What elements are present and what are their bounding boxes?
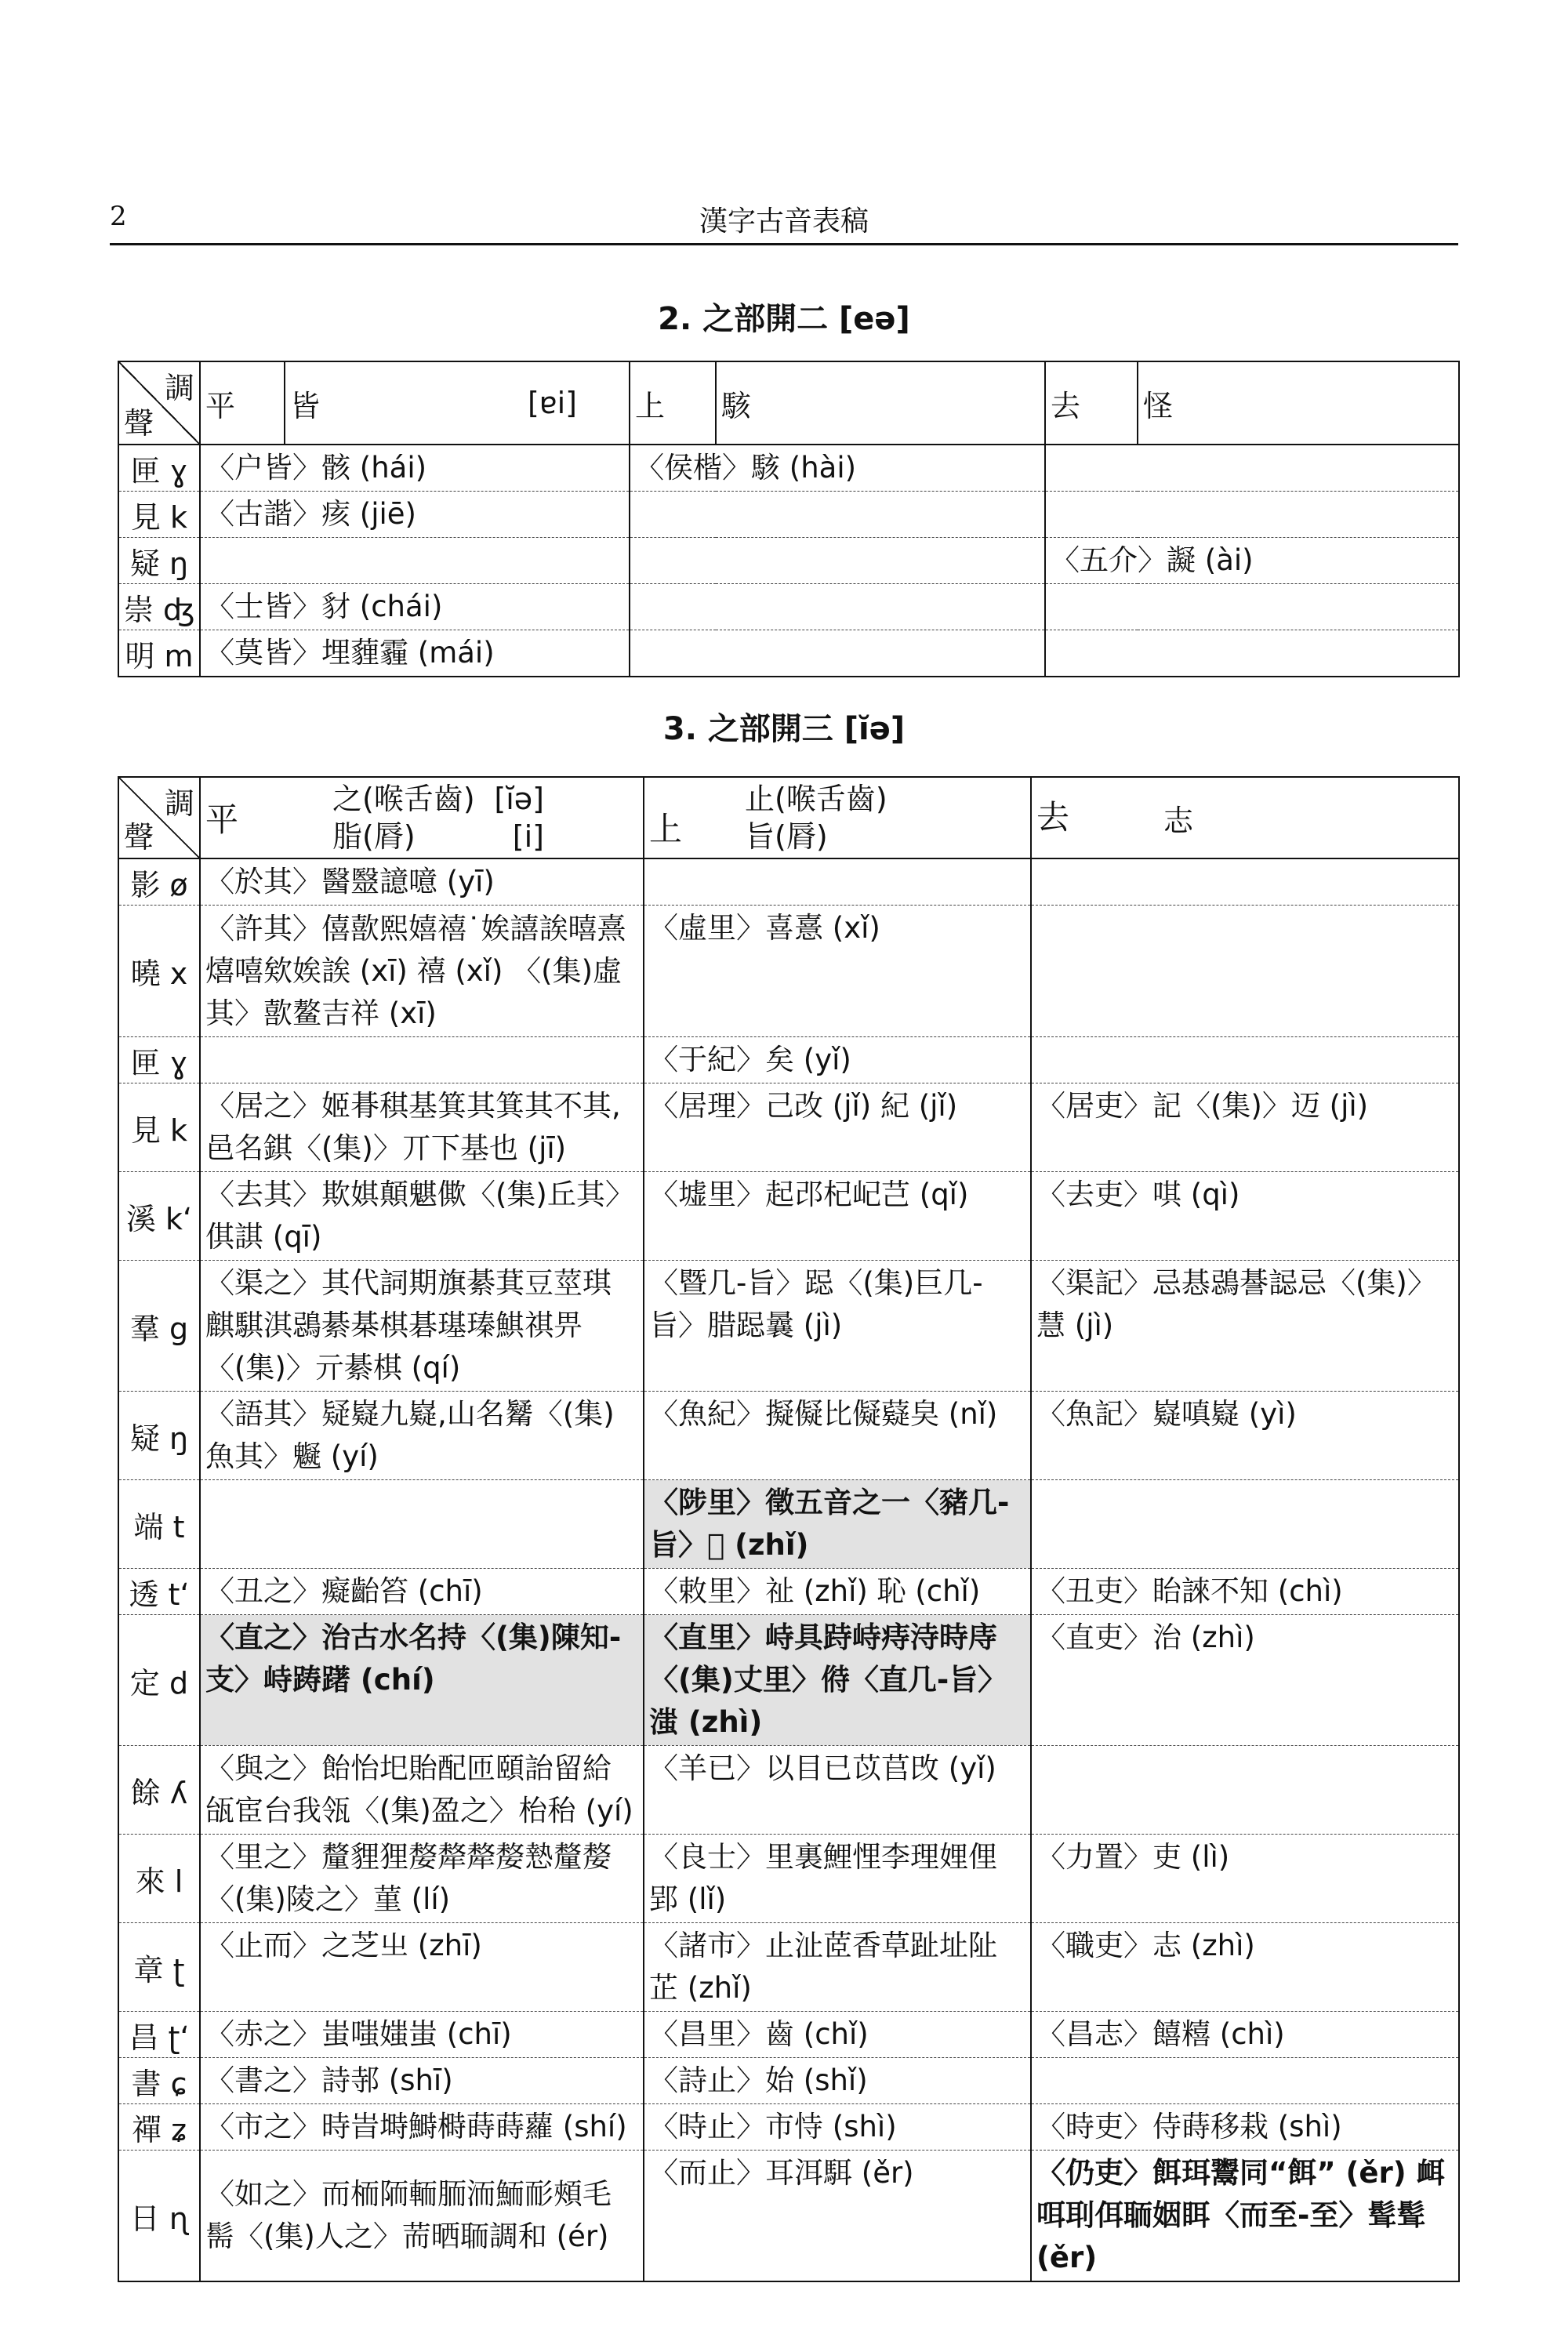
initial-label: 來 l <box>118 1835 200 1923</box>
ping-cell: 〈里之〉釐貍狸嫠犛犛嫠慹釐嫠〈(集)陵之〉菫 (lí) <box>200 1835 644 1923</box>
header-ping-rep <box>285 361 630 445</box>
header-ping-tone: 平 <box>200 361 285 445</box>
table-row <box>118 1083 1459 1172</box>
shang-cell: 〈良士〉里裏鯉悝李理娌俚郢 (lǐ) <box>644 1835 1031 1923</box>
table-row <box>118 445 1459 492</box>
shang-cell: 〈昌里〉齒 (chǐ) <box>644 2012 1031 2058</box>
shang-cell: 〈居理〉己改 (jǐ) 紀 (jǐ) <box>644 1083 1031 1172</box>
initial-label: 禪 ʑ <box>118 2104 200 2151</box>
section-2-title: 2. 之部開二 [eə] <box>658 301 910 337</box>
header-qu-rep: 志 <box>1163 804 1194 838</box>
ping-cell: 〈語其〉疑嶷九嶷,山名觺〈(集)魚其〉䰯 (yí) <box>200 1392 644 1480</box>
qu-cell <box>1045 445 1459 492</box>
ping-cell: 〈居之〉姬朞稘基箕其箕其不其,邑名錤〈(集)〉丌下基也 (jī) <box>200 1083 644 1172</box>
qu-cell <box>1045 492 1459 538</box>
header-shang-tone: 上 <box>630 361 716 445</box>
initial-label: 章 ʈ <box>118 1923 200 2012</box>
initial-label: 書 ɕ <box>118 2058 200 2104</box>
qu-cell: 〈時吏〉侍蒔移栽 (shì) <box>1031 2104 1459 2151</box>
section-3-title: 3. 之部開三 [ĭə] <box>662 711 906 747</box>
initial-label: 疑 ŋ <box>118 1392 200 1480</box>
ping-cell: 〈士皆〉豺 (chái) <box>200 584 630 630</box>
qu-cell <box>1031 2058 1459 2104</box>
table-row <box>118 492 1459 538</box>
shang-cell: 〈直里〉峙具跱峙痔洔時庤〈(集)丈里〉偫〈直几-旨〉滍 (zhì) <box>644 1615 1031 1746</box>
initial-label: 餘 ʎ <box>118 1746 200 1835</box>
ping-cell <box>200 1037 644 1083</box>
qu-cell: 〈仍吏〉餌珥鬻同“餌” (ěr) 衈咡刵佴聏姻眲〈而至-至〉髶髶 (ěr) <box>1031 2151 1459 2282</box>
initial-label: 匣 ɣ <box>118 445 200 492</box>
initial-label: 影 ø <box>118 858 200 906</box>
initial-label: 疑 ŋ <box>118 538 200 584</box>
initial-label: 溪 k‘ <box>118 1172 200 1261</box>
qu-cell: 〈昌志〉饎糦 (chì) <box>1031 2012 1459 2058</box>
table-row <box>118 630 1459 677</box>
shang-cell <box>630 538 1045 584</box>
shang-cell: 〈暨几-旨〉跽〈(集)巨几-旨〉腊跽曩 (jì) <box>644 1261 1031 1392</box>
table-row <box>118 1261 1459 1392</box>
table-row <box>118 2104 1459 2151</box>
table-row <box>118 1835 1459 1923</box>
header-ping-rep-char: 皆 <box>290 388 321 423</box>
section-2-header-row <box>118 361 1459 445</box>
header-ping-tone: 平 <box>205 800 239 839</box>
initial-label: 見 k <box>118 492 200 538</box>
header-shang <box>644 777 1031 858</box>
shang-cell <box>630 584 1045 630</box>
table-row <box>118 1037 1459 1083</box>
table-row <box>118 1746 1459 1835</box>
qu-cell <box>1031 1037 1459 1083</box>
ping-cell: 〈於其〉醫毉譩噫 (yī) <box>200 858 644 906</box>
shang-cell: 〈詩止〉始 (shǐ) <box>644 2058 1031 2104</box>
table-row <box>118 1480 1459 1569</box>
header-ping-ipa1: [ĭə] <box>494 782 544 816</box>
header-qu <box>1031 777 1459 858</box>
header-shang-line2: 旨(脣) <box>745 819 828 854</box>
shang-cell: 〈墟里〉起邔杞屺芑 (qǐ) <box>644 1172 1031 1261</box>
table-row <box>118 2151 1459 2282</box>
shang-cell: 〈羊已〉以目已苡苢攺 (yǐ) <box>644 1746 1031 1835</box>
corner-tone-label: 調 <box>164 786 194 821</box>
qu-cell: 〈去吏〉唭 (qì) <box>1031 1172 1459 1261</box>
qu-cell <box>1031 858 1459 906</box>
shang-cell <box>644 858 1031 906</box>
ping-cell: 〈丑之〉癡齝笞 (chī) <box>200 1569 644 1615</box>
qu-cell: 〈居吏〉記〈(集)〉迈 (jì) <box>1031 1083 1459 1172</box>
initial-label: 定 d <box>118 1615 200 1746</box>
ping-cell: 〈如之〉而栭陑輀胹洏鮞耏頰毛髵〈(集)人之〉荋晒聏調和 (ér) <box>200 2151 644 2282</box>
qu-cell: 〈力置〉吏 (lì) <box>1031 1835 1459 1923</box>
running-header <box>110 196 1458 245</box>
ping-cell: 〈赤之〉蚩嗤媸蚩 (chī) <box>200 2012 644 2058</box>
shang-cell: 〈時止〉市恃 (shì) <box>644 2104 1031 2151</box>
header-shang-tone: 上 <box>649 810 683 848</box>
initial-label: 見 k <box>118 1083 200 1172</box>
ping-cell: 〈直之〉治古水名持〈(集)陳知-支〉峙踌躇 (chí) <box>200 1615 644 1746</box>
section-3-header-row <box>118 777 1459 858</box>
shang-cell: 〈敕里〉祉 (zhǐ) 恥 (chǐ) <box>644 1569 1031 1615</box>
qu-cell: 〈魚記〉嶷嗔嶷 (yì) <box>1031 1392 1459 1480</box>
header-qu-tone: 去 <box>1036 798 1070 837</box>
header-ping-line1: 之(喉舌齒) <box>332 782 475 816</box>
ping-cell: 〈渠之〉其代詞期旗綦萁豆莖琪麒騏淇鵋綦棊棋碁璂瑧鯕祺畀〈(集)〉亓綦棋 (qí) <box>200 1261 644 1392</box>
table-row <box>118 1615 1459 1746</box>
shang-cell: 〈虛里〉喜憙 (xǐ) <box>644 906 1031 1037</box>
header-qu-rep: 怪 <box>1138 361 1459 445</box>
ping-cell: 〈户皆〉骸 (hái) <box>200 445 630 492</box>
header-ping-ipa: [ɐi] <box>527 386 577 420</box>
table-row <box>118 2058 1459 2104</box>
initial-label: 曉 x <box>118 906 200 1037</box>
table-row <box>118 1569 1459 1615</box>
ping-cell: 〈止而〉之芝㞢 (zhī) <box>200 1923 644 2012</box>
table-row <box>118 906 1459 1037</box>
ping-cell: 〈書之〉詩邿 (shī) <box>200 2058 644 2104</box>
header-shang-line1: 止(喉舌齒) <box>745 782 887 816</box>
qu-cell: 〈丑吏〉眙誺不知 (chì) <box>1031 1569 1459 1615</box>
corner-cell <box>118 361 200 445</box>
section-3-table <box>118 776 1460 2282</box>
table-row <box>118 1172 1459 1261</box>
shang-cell: 〈諸市〉止沚茝香草趾址阯芷 (zhǐ) <box>644 1923 1031 2012</box>
page-number: 2 <box>110 201 127 232</box>
ping-cell: 〈去其〉欺娸顛魌僛〈(集)丘其〉倛諆 (qī) <box>200 1172 644 1261</box>
qu-cell <box>1045 584 1459 630</box>
section-2-table <box>118 361 1460 677</box>
qu-cell <box>1031 906 1459 1037</box>
corner-cell <box>118 777 200 858</box>
initial-label: 明 m <box>118 630 200 677</box>
corner-initial-label: 聲 <box>124 406 154 441</box>
qu-cell: 〈五介〉譺 (ài) <box>1045 538 1459 584</box>
table-row <box>118 538 1459 584</box>
header-shang-rep: 駭 <box>716 361 1045 445</box>
shang-cell <box>630 492 1045 538</box>
table-row <box>118 584 1459 630</box>
initial-label: 端 t <box>118 1480 200 1569</box>
qu-cell: 〈職吏〉志 (zhì) <box>1031 1923 1459 2012</box>
shang-cell: 〈陟里〉徵五音之一〈豬几-旨〉𣀈 (zhǐ) <box>644 1480 1031 1569</box>
initial-label: 匣 ɣ <box>118 1037 200 1083</box>
table-row <box>118 2012 1459 2058</box>
shang-cell: 〈魚紀〉擬儗比儗薿㚖 (nǐ) <box>644 1392 1031 1480</box>
running-title: 漢字古音表稿 <box>699 205 869 238</box>
qu-cell: 〈渠記〉忌惎鵋諅誋忌〈(集)〉慧 (jì) <box>1031 1261 1459 1392</box>
initial-label: 羣 g <box>118 1261 200 1392</box>
ping-cell: 〈市之〉時旹塒鰣榯蒔蒔蘿 (shí) <box>200 2104 644 2151</box>
table-row <box>118 1392 1459 1480</box>
ping-cell <box>200 538 630 584</box>
corner-tone-label: 調 <box>164 371 194 405</box>
qu-cell <box>1031 1480 1459 1569</box>
table-row <box>118 1923 1459 2012</box>
qu-cell <box>1045 630 1459 677</box>
shang-cell: 〈而止〉耳洱駬 (ěr) <box>644 2151 1031 2282</box>
qu-cell: 〈直吏〉治 (zhì) <box>1031 1615 1459 1746</box>
qu-cell <box>1031 1746 1459 1835</box>
ping-cell <box>200 1480 644 1569</box>
table-row <box>118 858 1459 906</box>
shang-cell: 〈侯楷〉駭 (hài) <box>630 445 1045 492</box>
header-ping-line2: 脂(脣) <box>332 819 416 854</box>
ping-cell: 〈許其〉僖歖熙嬉禧˙娭譆誒暿熹熺嘻欸娭誒 (xī) 禧 (xǐ) 〈(集)虛其〉歖鳌吉祥 (xī) <box>200 906 644 1037</box>
ping-cell: 〈古諧〉痎 (jiē) <box>200 492 630 538</box>
shang-cell: 〈于紀〉矣 (yǐ) <box>644 1037 1031 1083</box>
initial-label: 透 t‘ <box>118 1569 200 1615</box>
corner-initial-label: 聲 <box>124 820 154 855</box>
header-qu-tone: 去 <box>1045 361 1138 445</box>
initial-label: 崇 ʤ <box>118 584 200 630</box>
initial-label: 昌 ʈ‘ <box>118 2012 200 2058</box>
shang-cell <box>630 630 1045 677</box>
header-ping-ipa2: [i] <box>512 819 544 854</box>
initial-label: 日 ɳ <box>118 2151 200 2282</box>
ping-cell: 〈莫皆〉埋薶霾 (mái) <box>200 630 630 677</box>
header-ping <box>200 777 644 858</box>
ping-cell: 〈與之〉飴怡圯貽配匝頤詒留給瓵宦台我瓴〈(集)盈之〉枱秮 (yí) <box>200 1746 644 1835</box>
